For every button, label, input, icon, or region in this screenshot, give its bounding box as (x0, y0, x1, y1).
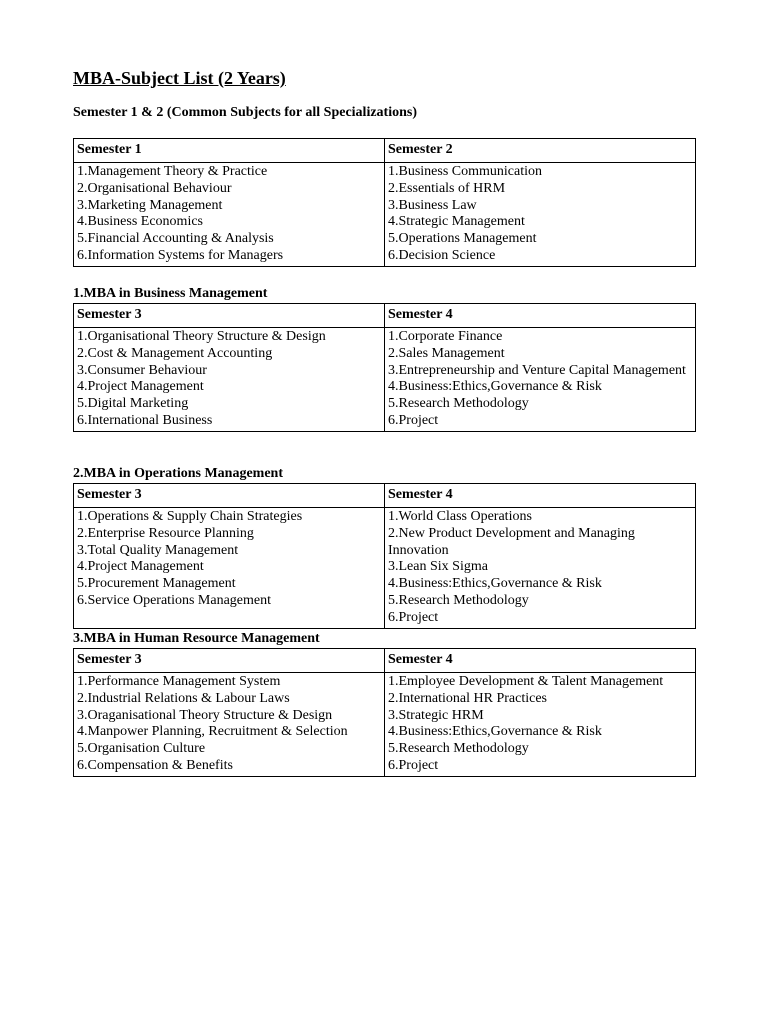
semester-3-subjects (74, 328, 385, 432)
subject-item: 5.Digital Marketing (77, 396, 189, 412)
subject-item: 3.Lean Six Sigma (388, 559, 488, 575)
subject-item: 3.Marketing Management (77, 197, 223, 213)
subject-item: 5.Research Methodology (388, 741, 529, 757)
subject-item: 2.Essentials of HRM (388, 180, 506, 196)
subject-item: 5.Procurement Management (77, 576, 236, 592)
subject-item: 2.Sales Management (388, 345, 505, 361)
subject-item: 6.International Business (77, 412, 213, 428)
semester-4-header: Semester 4 (385, 304, 696, 328)
subject-item: 1.World Class Operations (388, 509, 532, 524)
subject-item: 3.Total Quality Management (77, 542, 239, 558)
subject-item: 5.Research Methodology (388, 592, 529, 608)
subject-item: 2.Industrial Relations & Labour Laws (77, 690, 290, 706)
semester-3-subjects (74, 508, 385, 629)
subject-item: 2.International HR Practices (388, 690, 548, 706)
subject-item: 5.Operations Management (388, 231, 537, 247)
operations-management-heading: 2.MBA in Operations Management (73, 466, 283, 481)
subject-item: 4.Business:Ethics,Governance & Risk (388, 379, 602, 395)
subject-item: 6.Information Systems for Managers (77, 247, 284, 263)
semester-3-header: Semester 3 (74, 484, 385, 508)
subject-item: 5.Financial Accounting & Analysis (77, 231, 274, 247)
subject-item: 4.Business:Ethics,Governance & Risk (388, 724, 602, 740)
subject-item: 2.New Product Development and Managing Innovation (388, 525, 635, 558)
semester-1-header: Semester 1 (74, 139, 385, 163)
subject-item: 6.Decision Science (388, 247, 496, 263)
business-management-heading: 1.MBA in Business Management (73, 286, 268, 301)
semester-3-subjects (74, 673, 385, 777)
subject-item: 4.Business Economics (77, 214, 203, 230)
hr-management-table (73, 648, 696, 777)
subject-item: 6.Compensation & Benefits (77, 757, 233, 773)
subject-item: 3.Oraganisational Theory Structure & Design (77, 707, 333, 723)
subject-item: 1.Performance Management System (77, 674, 281, 689)
subject-item: 4.Manpower Planning, Recruitment & Selection (77, 724, 348, 740)
subject-item: 1.Business Communication (388, 164, 542, 179)
subject-item: 6.Project (388, 757, 439, 773)
subject-item: 3.Business Law (388, 197, 477, 213)
subject-item: 3.Entrepreneurship and Venture Capital Management (388, 362, 686, 378)
subject-item: 4.Strategic Management (388, 214, 525, 230)
subject-item: 4.Project Management (77, 559, 204, 575)
semester-4-header: Semester 4 (385, 649, 696, 673)
subject-item: 1.Corporate Finance (388, 329, 503, 344)
subject-item: 3.Strategic HRM (388, 707, 484, 723)
subject-item: 5.Organisation Culture (77, 741, 206, 757)
subject-item: 2.Cost & Management Accounting (77, 345, 273, 361)
subject-item: 1.Management Theory & Practice (77, 164, 268, 179)
subject-item: 1.Operations & Supply Chain Strategies (77, 509, 303, 524)
operations-management-table (73, 483, 696, 629)
semester-4-header: Semester 4 (385, 484, 696, 508)
semester-2-subjects (385, 163, 696, 267)
business-management-table (73, 303, 696, 432)
semester-2-header: Semester 2 (385, 139, 696, 163)
subject-item: 4.Business:Ethics,Governance & Risk (388, 576, 602, 592)
semester-4-subjects (385, 328, 696, 432)
subject-item: 1.Employee Development & Talent Management (388, 674, 664, 689)
semester-3-header: Semester 3 (74, 304, 385, 328)
semester-4-subjects (385, 508, 696, 629)
subject-item: 6.Project (388, 609, 439, 625)
subject-item: 5.Research Methodology (388, 396, 529, 412)
subject-item: 2.Enterprise Resource Planning (77, 525, 254, 541)
subject-item: 2.Organisational Behaviour (77, 180, 232, 196)
page-title: MBA-Subject List (2 Years) (73, 68, 286, 88)
subject-item: 1.Organisational Theory Structure & Design (77, 329, 326, 344)
semester-3-header: Semester 3 (74, 649, 385, 673)
subject-item: 3.Consumer Behaviour (77, 362, 207, 378)
subject-item: 4.Project Management (77, 379, 204, 395)
common-subjects-subtitle: Semester 1 & 2 (Common Subjects for all Specializations) (73, 105, 417, 120)
subject-item: 6.Project (388, 412, 439, 428)
subject-item: 6.Service Operations Management (77, 592, 271, 608)
hr-management-heading: 3.MBA in Human Resource Management (73, 631, 320, 646)
common-subjects-table (73, 138, 696, 267)
semester-1-subjects (74, 163, 385, 267)
semester-4-subjects (385, 673, 696, 777)
